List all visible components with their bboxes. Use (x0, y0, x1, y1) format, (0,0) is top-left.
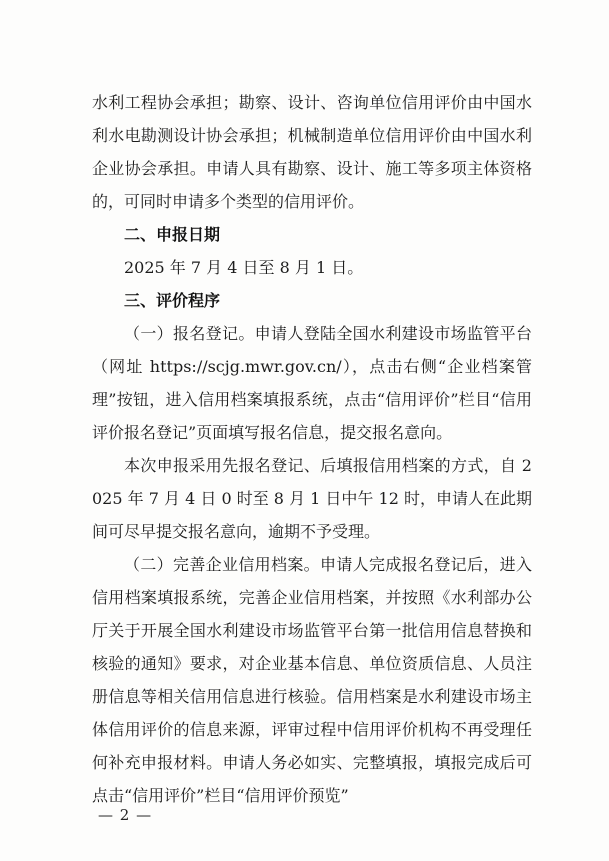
paragraph-registration: （一）报名登记。申请人登陆全国水利建设市场监管平台（网址 https://scjg.mwr.gov.cn/），点击右侧“企业档案管理”按钮，进入信用档案填报系统，点击“信用评价”栏目“信用评价报名登记”页面填写报名信息，提交报名意向。 (92, 324, 532, 442)
paragraph-submission-method: 本次申报采用先报名登记、后填报信用档案的方式，自 2025 年 7 月 4 日 0 时至 8 月 1 日中午 12 时，申请人在此期间可尽早提交报名意向，逾期不予受理。 (92, 456, 532, 541)
paragraph-date-range: 2025 年 7 月 4 日至 8 月 1 日。 (124, 258, 364, 277)
section-heading-evaluation-procedure: 三、评价程序 (124, 291, 221, 310)
page-number: — 2 — (98, 806, 153, 824)
section-heading-submission-date: 二、申报日期 (124, 225, 221, 244)
paragraph-credit-file: （二）完善企业信用档案。申请人完成报名登记后，进入信用档案填报系统，完善企业信用档案，并按照《水利部办公厅关于开展全国水利建设市场监管平台第一批信用信息替换和核验的通知》要求，对企业基本信息、单位资质信息、人员注册信息等相关信用信息进行核验。信用档案是水利建设市场主体信用评价的信息来源，评审过程中信用评价机构不再受理任何补充申报材料。申请人务必如实、完整填报，填报完成后可点击“信用评价”栏目“信用评价预览” (92, 555, 532, 805)
paragraph-association-duties: 水利工程协会承担；勘察、设计、咨询单位信用评价由中国水利水电勘测设计协会承担；机械制造单位信用评价由中国水利企业协会承担。申请人具有勘察、设计、施工等多项主体资格的，可同时申请多个类型的信用评价。 (92, 93, 532, 211)
document-body (92, 86, 532, 812)
